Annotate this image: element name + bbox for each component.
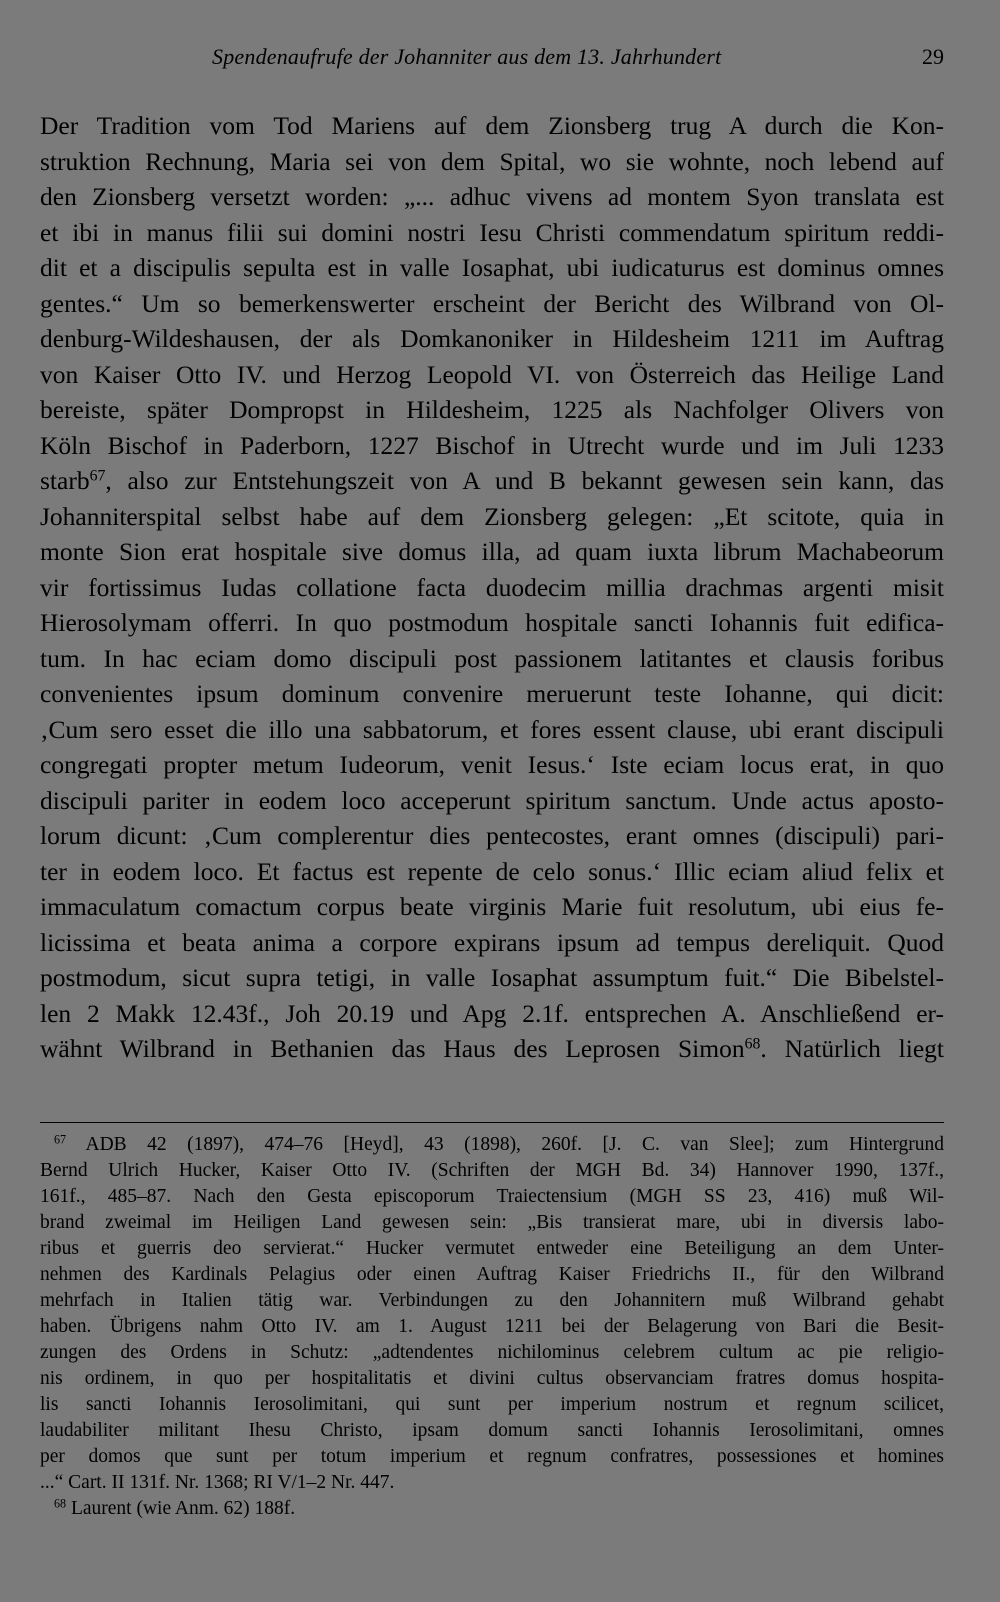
text-line-with-footnote-ref bbox=[40, 463, 944, 499]
footnote-marker-68: 68 bbox=[54, 1496, 67, 1511]
text-line: congregati propter metum Iudeorum, venit Iesus.‘ Iste eciam locus erat, in quo bbox=[40, 750, 944, 779]
footnote-ref-68[interactable]: 68 bbox=[744, 1035, 761, 1053]
footnote-ref-67[interactable]: 67 bbox=[89, 467, 106, 485]
footnote-marker-67: 67 bbox=[54, 1132, 67, 1147]
footnote-67-line: per domos que sunt per totum imperium et regnum confratres, possessiones et homines bbox=[40, 1446, 944, 1467]
text-line: Der Tradition vom Tod Mariens auf dem Zionsberg trug A durch die Kon- bbox=[40, 111, 944, 140]
text-line: Köln Bischof in Paderborn, 1227 Bischof in Utrecht wurde und im Juli 1233 bbox=[40, 430, 944, 460]
footnote-67-line: brand zweimal im Heiligen Land gewesen sein: „Bis transierat mare, ubi in diversis labo- bbox=[40, 1212, 944, 1233]
text-line: ‚Cum sero esset die illo una sabbatorum, et fores essent clause, ubi erant discipuli bbox=[40, 714, 944, 744]
footnote-67-line: laudabiliter militant Ihesu Christo, ipsam domum sancti Iohannis Ierosolimitani, omnes bbox=[40, 1420, 944, 1441]
footnote-text: ADB 42 (1897), 474–76 [Heyd], 43 (1898), 260f. [J. C. van Slee]; zum Hintergrund bbox=[85, 1134, 944, 1155]
text-line: len 2 Makk 12.43f., Joh 20.19 und Apg 2.1f. entsprechen A. Anschließend er- bbox=[40, 998, 944, 1028]
text-line: denburg-Wildeshausen, der als Domkanoniker in Hildesheim 1211 im Auftrag bbox=[40, 324, 944, 353]
page-number: 29 bbox=[922, 44, 944, 69]
text-line: ter in eodem loco. Et factus est repente de celo sonus.‘ Illic eciam aliud felix et bbox=[40, 856, 944, 886]
footnote-67-line: ...“ Cart. II 131f. Nr. 1368; RI V/1–2 Nr. 447. bbox=[40, 1472, 395, 1493]
footnote-67-line: mehrfach in Italien tätig war. Verbindungen zu den Johannitern muß Wilbrand gehabt bbox=[40, 1290, 944, 1311]
text-line: bereiste, später Dompropst in Hildesheim, 1225 als Nachfolger Olivers von bbox=[40, 395, 944, 424]
text-segment: . Natürlich liegt bbox=[760, 1034, 944, 1063]
text-line: struktion Rechnung, Maria sei von dem Spital, wo sie wohnte, noch lebend auf bbox=[40, 146, 944, 176]
text-line: den Zionsberg versetzt worden: „... adhuc vivens ad montem Syon translata est bbox=[40, 182, 944, 211]
text-line: Hierosolymam offerri. In quo postmodum hospitale sancti Iohannis fuit edifica- bbox=[40, 608, 944, 637]
text-line: licissima et beata anima a corpore expirans ipsum ad tempus dereliquit. Quod bbox=[40, 927, 944, 957]
footnote-67-line: lis sancti Iohannis Ierosolimitani, qui sunt per imperium nostrum et regnum scilicet, bbox=[40, 1394, 944, 1415]
text-line: vir fortissimus Iudas collatione facta duodecim millia drachmas argenti misit bbox=[40, 572, 944, 602]
text-segment: wähnt Wilbrand in Bethanien das Haus des Leprosen Simon bbox=[40, 1034, 745, 1063]
text-segment: , also zur Entstehungszeit von A und B bekannt gewesen sein kann, das bbox=[105, 466, 944, 495]
page-header bbox=[40, 44, 944, 78]
footnote-67-line: haben. Übrigens nahm Otto IV. am 1. August 1211 bei der Belagerung von Bari die Besit- bbox=[40, 1316, 944, 1337]
text-line: convenientes ipsum dominum convenire meruerunt teste Iohanne, qui dicit: bbox=[40, 679, 944, 708]
footnote-separator bbox=[40, 1122, 944, 1123]
footnotes bbox=[40, 1132, 944, 1522]
footnote-67-line: nis ordinem, in quo per hospitalitatis et divini cultus observanciam fratres domus hospita- bbox=[40, 1368, 944, 1389]
footnote-67-line: nehmen des Kardinals Pelagius oder einen Auftrag Kaiser Friedrichs II., für den Wilbrand bbox=[40, 1264, 944, 1285]
text-line: immaculatum comactum corpus beate virginis Marie fuit resolutum, ubi eius fe- bbox=[40, 892, 944, 921]
footnote-67-line: 161f., 485–87. Nach den Gesta episcoporum Traiectensium (MGH SS 23, 416) muß Wil- bbox=[40, 1186, 944, 1207]
footnote-68-line bbox=[40, 1496, 944, 1522]
main-text bbox=[40, 108, 944, 1067]
text-line: discipuli pariter in eodem loco acceperunt spiritum sanctum. Unde actus aposto- bbox=[40, 785, 944, 815]
text-segment: starb bbox=[40, 466, 90, 495]
footnote-67-line bbox=[40, 1132, 944, 1158]
text-line: Johanniterspital selbst habe auf dem Zionsberg gelegen: „Et scitote, quia in bbox=[40, 501, 944, 531]
footnote-67-line: Bernd Ulrich Hucker, Kaiser Otto IV. (Schriften der MGH Bd. 34) Hannover 1990, 137f., bbox=[40, 1160, 944, 1181]
text-line: tum. In hac eciam domo discipuli post passionem latitantes et clausis foribus bbox=[40, 643, 944, 673]
text-line: dit et a discipulis sepulta est in valle Iosaphat, ubi iudicaturus est dominus omnes bbox=[40, 253, 944, 282]
running-title: Spendenaufrufe der Johanniter aus dem 13. Jahrhundert bbox=[212, 44, 722, 69]
text-line: von Kaiser Otto IV. und Herzog Leopold VI. von Österreich das Heilige Land bbox=[40, 359, 944, 389]
footnote-67-line: zungen des Ordens in Schutz: „adtendentes nichilominus celebrem cultum ac pie religio- bbox=[40, 1342, 944, 1363]
text-line: postmodum, sicut supra tetigi, in valle Iosaphat assumptum fuit.“ Die Bibelstel- bbox=[40, 963, 944, 992]
footnote-67-line: ribus et guerris deo servierat.“ Hucker vermutet entweder eine Beteiligung an dem Unter- bbox=[40, 1238, 944, 1259]
text-line-with-footnote-ref bbox=[40, 1031, 944, 1067]
text-line: lorum dicunt: ‚Cum complerentur dies pentecostes, erant omnes (discipuli) pari- bbox=[40, 821, 944, 850]
footnote-text: Laurent (wie Anm. 62) 188f. bbox=[70, 1498, 296, 1519]
text-line: gentes.“ Um so bemerkenswerter erscheint der Bericht des Wilbrand von Ol- bbox=[40, 288, 944, 318]
text-line: et ibi in manus filii sui domini nostri Iesu Christi commendatum spiritum reddi- bbox=[40, 217, 944, 247]
text-line: monte Sion erat hospitale sive domus illa, ad quam iuxta librum Machabeorum bbox=[40, 537, 944, 566]
